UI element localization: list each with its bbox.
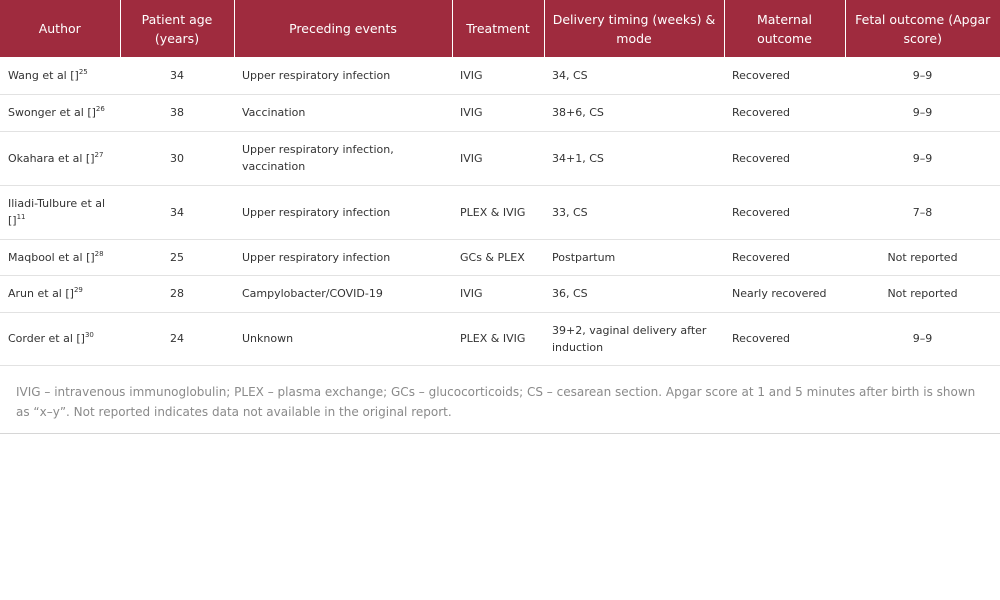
cell-fetal-outcome: 7–8 bbox=[845, 185, 1000, 239]
table-row bbox=[0, 312, 1000, 365]
author-name: Maqbool et al [] bbox=[8, 250, 95, 264]
cell-treatment: GCs & PLEX bbox=[452, 239, 544, 275]
header-treatment: Treatment bbox=[452, 0, 544, 57]
cell-maternal-outcome: Recovered bbox=[724, 185, 845, 239]
cell-delivery-timing: 36, CS bbox=[544, 275, 724, 312]
cell-treatment: IVIG bbox=[452, 275, 544, 312]
cell-preceding-events: Upper respiratory infection bbox=[234, 57, 452, 94]
cell-treatment: PLEX & IVIG bbox=[452, 312, 544, 365]
reference-number[interactable]: 27 bbox=[94, 150, 104, 159]
cell-treatment: PLEX & IVIG bbox=[452, 185, 544, 239]
author-name: Corder et al [] bbox=[8, 332, 85, 345]
cell-treatment: IVIG bbox=[452, 131, 544, 185]
cell-preceding-events: Upper respiratory infection bbox=[234, 185, 452, 239]
table-row bbox=[0, 185, 1000, 239]
cell-author bbox=[0, 185, 120, 239]
author-name: Swonger et al [] bbox=[8, 106, 96, 119]
cell-fetal-outcome: 9–9 bbox=[845, 94, 1000, 131]
cell-treatment: IVIG bbox=[452, 94, 544, 131]
cell-fetal-outcome: Not reported bbox=[845, 275, 1000, 312]
cell-maternal-outcome: Recovered bbox=[724, 94, 845, 131]
cell-maternal-outcome: Recovered bbox=[724, 239, 845, 275]
table-header-row bbox=[0, 0, 1000, 57]
table-footnote: IVIG – intravenous immunoglobulin; PLEX – plasma exchange; GCs – glucocorticoids; CS – cesarean section. Apgar score at 1 and 5 minutes after birth is shown as “x–y”. Not reported indicates data not available in the original report. bbox=[0, 366, 1000, 434]
table-row bbox=[0, 57, 1000, 94]
reference-number[interactable]: 28 bbox=[94, 249, 104, 258]
cell-fetal-outcome: 9–9 bbox=[845, 131, 1000, 185]
cell-author bbox=[0, 239, 120, 275]
cell-patient-age: 24 bbox=[120, 312, 234, 365]
cell-delivery-timing: 39+2, vaginal delivery after induction bbox=[544, 312, 724, 365]
table-row bbox=[0, 239, 1000, 275]
reference-number[interactable]: 30 bbox=[84, 331, 94, 339]
cell-patient-age: 25 bbox=[120, 239, 234, 275]
cell-fetal-outcome: 9–9 bbox=[845, 312, 1000, 365]
cell-author bbox=[0, 275, 120, 312]
cell-delivery-timing: Postpartum bbox=[544, 239, 724, 275]
table-row bbox=[0, 131, 1000, 185]
author-name: Wang et al [] bbox=[8, 68, 79, 82]
cell-preceding-events: Campylobacter/COVID-19 bbox=[234, 275, 452, 312]
cell-fetal-outcome: Not reported bbox=[845, 239, 1000, 275]
cell-patient-age: 30 bbox=[120, 131, 234, 185]
table-row bbox=[0, 94, 1000, 131]
header-preceding-events: Preceding events bbox=[234, 0, 452, 57]
cell-preceding-events: Upper respiratory infection, vaccination bbox=[234, 131, 452, 185]
author-name: Iliadi-Tulbure et al [] bbox=[8, 197, 106, 227]
reference-number[interactable]: 26 bbox=[95, 105, 105, 113]
cell-maternal-outcome: Recovered bbox=[724, 312, 845, 365]
header-patient-age: Patient age (years) bbox=[120, 0, 234, 57]
cell-patient-age: 34 bbox=[120, 57, 234, 94]
cell-author bbox=[0, 131, 120, 185]
header-maternal-outcome: Maternal outcome bbox=[724, 0, 845, 57]
header-author: Author bbox=[0, 0, 120, 57]
author-name: Arun et al [] bbox=[8, 287, 74, 300]
cell-maternal-outcome: Recovered bbox=[724, 57, 845, 94]
cell-author bbox=[0, 57, 120, 94]
author-name: Okahara et al [] bbox=[8, 151, 95, 165]
reference-number[interactable]: 25 bbox=[78, 67, 88, 76]
cell-preceding-events: Upper respiratory infection bbox=[234, 239, 452, 275]
cell-patient-age: 34 bbox=[120, 185, 234, 239]
cell-delivery-timing: 34, CS bbox=[544, 57, 724, 94]
reference-number[interactable]: 11 bbox=[16, 213, 26, 221]
cell-maternal-outcome: Nearly recovered bbox=[724, 275, 845, 312]
cell-author bbox=[0, 94, 120, 131]
table-body bbox=[0, 57, 1000, 365]
cell-delivery-timing: 34+1, CS bbox=[544, 131, 724, 185]
header-delivery-timing: Delivery timing (weeks) & mode bbox=[544, 0, 724, 57]
cell-patient-age: 28 bbox=[120, 275, 234, 312]
cell-treatment: IVIG bbox=[452, 57, 544, 94]
header-fetal-outcome: Fetal outcome (Apgar score) bbox=[845, 0, 1000, 57]
cell-delivery-timing: 33, CS bbox=[544, 185, 724, 239]
cell-maternal-outcome: Recovered bbox=[724, 131, 845, 185]
reference-number[interactable]: 29 bbox=[73, 286, 83, 294]
cell-patient-age: 38 bbox=[120, 94, 234, 131]
cell-author bbox=[0, 312, 120, 365]
cell-fetal-outcome: 9–9 bbox=[845, 57, 1000, 94]
cell-preceding-events: Unknown bbox=[234, 312, 452, 365]
cell-delivery-timing: 38+6, CS bbox=[544, 94, 724, 131]
table-row bbox=[0, 275, 1000, 312]
cell-preceding-events: Vaccination bbox=[234, 94, 452, 131]
